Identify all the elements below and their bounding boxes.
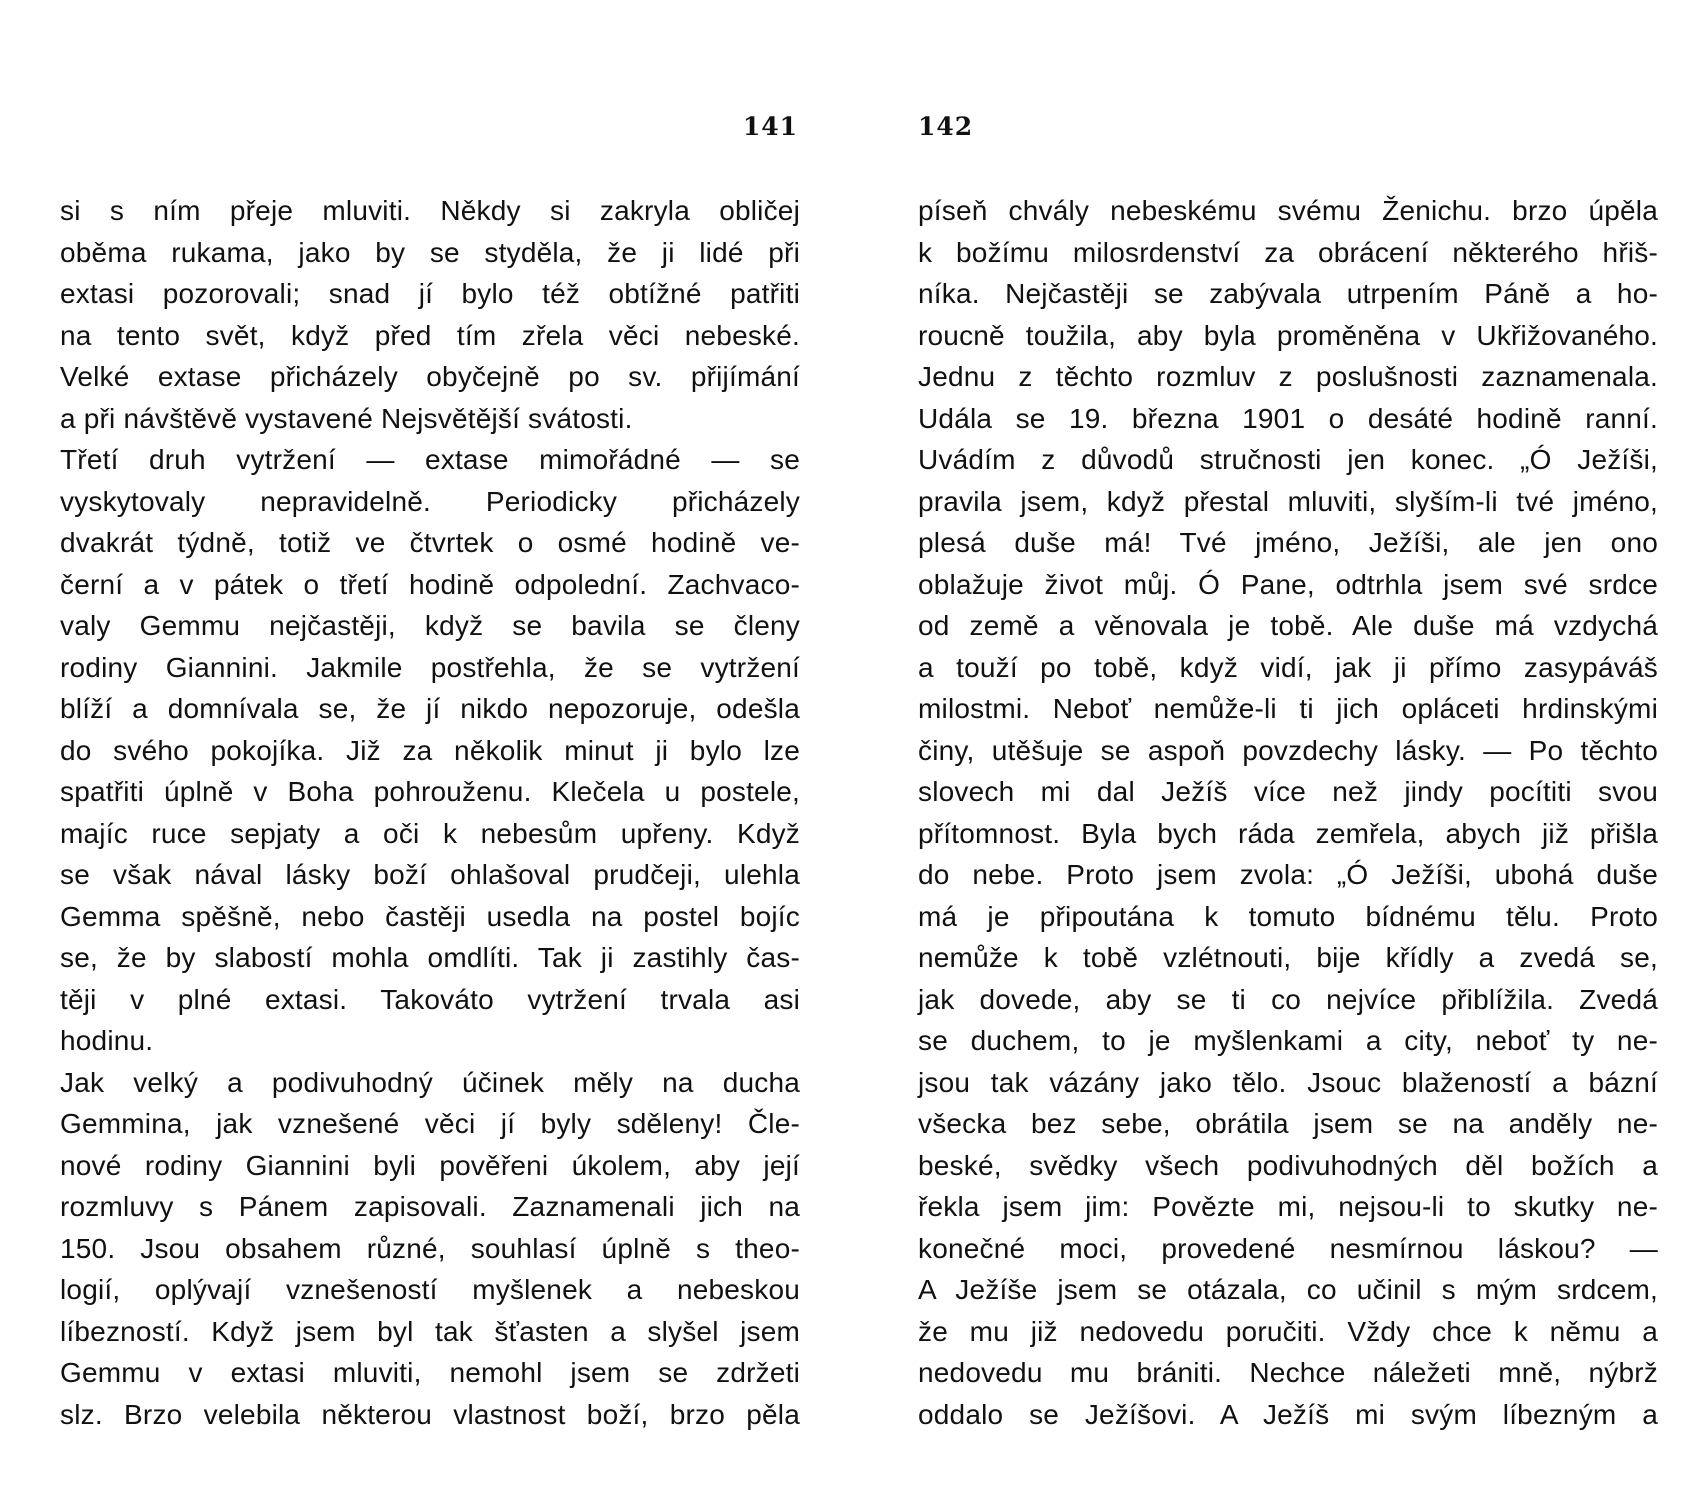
text-line: Uvádím z důvodů stručnosti jen konec. „Ó Ježíši, xyxy=(918,444,1658,475)
text-line: oddalo se Ježíšovi. A Ježíš mi svým líbezným a xyxy=(918,1398,1658,1430)
text-line: milostmi. Neboť nemůže-li ti jich opláceti hrdinskými xyxy=(918,693,1658,724)
text-line: líbezností. Když jsem byl tak šťasten a slyšel jsem xyxy=(60,1315,800,1347)
text-line: Jednu z těchto rozmluv z poslušnosti zaznamenala. xyxy=(918,361,1658,392)
text-line: a při návštěvě vystavené Nejsvětější svátosti. xyxy=(60,402,633,434)
text-line: Gemma spěšně, nebo častěji usedla na postel bojíc xyxy=(60,900,800,932)
text-line: do nebe. Proto jsem zvola: „Ó Ježíši, ubohá duše xyxy=(918,859,1658,890)
text-line: se, že by slabostí mohla omdlíti. Tak ji zastihly čas- xyxy=(60,942,800,973)
text-line: si s ním přeje mluviti. Někdy si zakryla obličej xyxy=(60,195,800,226)
text-line: nové rodiny Giannini byli pověřeni úkolem, aby její xyxy=(60,1149,800,1181)
text-line: a touží po tobě, když vidí, jak ji přímo zasypáváš xyxy=(918,651,1658,683)
text-line: 150. Jsou obsahem různé, souhlasí úplně s theo- xyxy=(60,1232,800,1264)
right-page xyxy=(918,0,1658,1500)
text-line: přítomnost. Byla bych ráda zemřela, abych již přišla xyxy=(918,817,1658,849)
text-line: nedovedu mu brániti. Nechce náležeti mně, nýbrž xyxy=(918,1357,1658,1388)
text-line: beské, svědky všech podivuhodných děl božích a xyxy=(918,1149,1658,1181)
text-line: oběma rukama, jako by se styděla, že ji lidé při xyxy=(60,236,800,268)
text-line: extasi pozorovali; snad jí bylo též obtížné patřiti xyxy=(60,278,800,309)
text-line: pravila jsem, když přestal mluviti, slyším-li tvé jméno, xyxy=(918,485,1658,517)
text-line: spatřiti úplně v Boha pohrouženu. Klečela u postele, xyxy=(60,776,800,807)
text-line: černí a v pátek o třetí hodině odpolední. Zachvaco- xyxy=(60,568,800,600)
text-line: má je připoutána k tomuto bídnému tělu. Proto xyxy=(918,900,1658,932)
text-line: slz. Brzo velebila některou vlastnost boží, brzo pěla xyxy=(60,1398,800,1430)
text-line: píseň chvály nebeskému svému Ženichu. brzo úpěla xyxy=(918,195,1658,226)
text-line: k božímu milosrdenství za obrácení některého hřiš- xyxy=(918,236,1658,268)
text-line: vyskytovaly nepravidelně. Periodicky přicházely xyxy=(60,485,800,517)
text-line: logií, oplývají vznešeností myšlenek a nebeskou xyxy=(60,1274,800,1305)
text-line: plesá duše má! Tvé jméno, Ježíši, ale jen ono xyxy=(918,527,1658,558)
text-line: se duchem, to je myšlenkami a city, neboť ty ne- xyxy=(918,1025,1658,1056)
text-line: níka. Nejčastěji se zabývala utrpením Páně a ho- xyxy=(918,278,1658,309)
text-line: od země a věnovala je tobě. Ale duše má vzdychá xyxy=(918,610,1658,641)
page-number: 141 xyxy=(742,112,798,141)
text-line: Jak velký a podivuhodný účinek měly na ducha xyxy=(60,1066,800,1098)
text-line: valy Gemmu nejčastěji, když se bavila se členy xyxy=(60,610,800,641)
text-line: roucně toužila, aby byla proměněna v Ukřižovaného. xyxy=(918,319,1658,351)
text-line: jak dovede, aby se ti co nejvíce přiblížila. Zvedá xyxy=(918,983,1658,1015)
text-line: majíc ruce sepjaty a oči k nebesům upřeny. Když xyxy=(60,817,800,849)
text-line: těji v plné extasi. Takováto vytržení trvala asi xyxy=(60,983,800,1015)
text-line: jsou tak vázány jako tělo. Jsouc blažeností a bázní xyxy=(918,1066,1658,1098)
page-text xyxy=(60,190,800,1435)
text-line: že mu již nedovedu poručiti. Vždy chce k němu a xyxy=(918,1315,1658,1347)
page-text xyxy=(918,190,1658,1435)
text-line: se však nával lásky boží ohlašoval prudčeji, ulehla xyxy=(60,859,800,890)
text-line: na tento svět, když před tím zřela věci nebeské. xyxy=(60,319,800,351)
text-line: oblažuje život můj. Ó Pane, odtrhla jsem své srdce xyxy=(918,568,1658,600)
text-line: nemůže k tobě vzlétnouti, bije křídly a zvedá se, xyxy=(918,942,1658,973)
text-line: hodinu. xyxy=(60,1025,154,1056)
text-line: do svého pokojíka. Již za několik minut ji bylo lze xyxy=(60,734,800,766)
text-line: všecka bez sebe, obrátila jsem se na anděly ne- xyxy=(918,1108,1658,1139)
text-line: konečné moci, provedené nesmírnou láskou? — xyxy=(918,1232,1658,1264)
text-line: dvakrát týdně, totiž ve čtvrtek o osmé hodině ve- xyxy=(60,527,800,558)
text-line: rozmluvy s Pánem zapisovali. Zaznamenali jich na xyxy=(60,1191,800,1222)
text-line: slovech mi dal Ježíš více než jindy pocítiti svou xyxy=(918,776,1658,807)
text-line: Udála se 19. března 1901 o desáté hodině ranní. xyxy=(918,402,1658,434)
page-number: 142 xyxy=(918,112,974,141)
text-line: Třetí druh vytržení — extase mimořádné — se xyxy=(60,444,800,475)
left-page xyxy=(60,0,800,1500)
text-line: Velké extase přicházely obyčejně po sv. přijímání xyxy=(60,361,800,392)
text-line: A Ježíše jsem se otázala, co učinil s mým srdcem, xyxy=(918,1274,1658,1305)
text-line: Gemmu v extasi mluviti, nemohl jsem se zdržeti xyxy=(60,1357,800,1388)
text-line: rodiny Giannini. Jakmile postřehla, že se vytržení xyxy=(60,651,800,683)
text-line: Gemmina, jak vznešené věci jí byly sděleny! Čle- xyxy=(60,1108,800,1139)
text-line: řekla jsem jim: Povězte mi, nejsou-li to skutky ne- xyxy=(918,1191,1658,1222)
text-line: činy, utěšuje se aspoň povzdechy lásky. — Po těchto xyxy=(918,734,1658,766)
text-line: blíží a domnívala se, že jí nikdo nepozoruje, odešla xyxy=(60,693,800,724)
